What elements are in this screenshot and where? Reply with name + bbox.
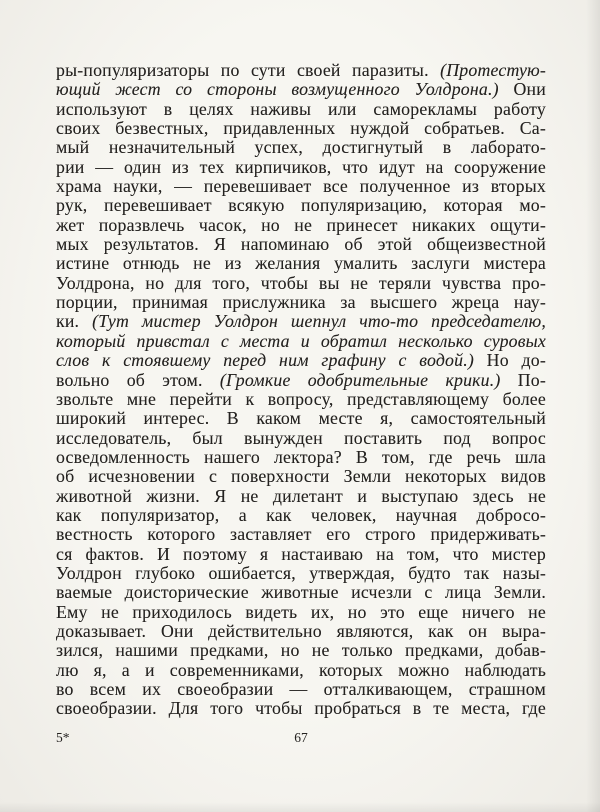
text-line [56,216,546,235]
stage-direction-segment: (Протестую- [440,60,546,80]
text-line [56,254,546,273]
text-line [56,661,546,680]
text-segment: Они [498,79,546,100]
text-segment: храма науки, — перевешивает все полученное из вторых [56,176,546,197]
text-line [56,158,546,177]
text-segment: мый незначительный успех, достигнутый в лаборато- [56,137,546,158]
text-segment: вестность которого заставляет его строго придерживать- [56,524,546,545]
text-segment: используют в целях наживы или саморекламы работу [56,98,546,119]
text-segment: истине отнюдь не из желания умалить заслуги мистера [56,253,546,274]
stage-direction-segment: (Громкие одобрительные крики.) [219,369,501,390]
text-line [56,312,546,331]
text-segment: мых результатов. Я напоминаю об этой общеизвестной [56,234,546,255]
text-line [56,274,546,293]
text-line [56,525,546,544]
signature-mark: 5* [56,730,70,745]
text-line [56,80,546,99]
text-segment: животной жизни. Я не дилетант и выступаю здесь не [56,485,546,506]
text-segment: Но до- [473,350,546,371]
text-line [56,332,546,351]
stage-direction-segment: слов к стоявшему перед ним графину с водой.) [56,350,474,371]
text-segment: исследователь, был вынужден поставить под вопрос [56,427,546,448]
text-segment: рии — один из тех кирпичиков, что идут на сооружение [56,156,546,177]
text-line [56,138,546,157]
text-segment: рук, перевешивает всякую популяризацию, которая мо- [56,195,546,216]
text-line [56,641,546,660]
text-line [56,293,546,312]
text-line [56,564,546,583]
text-line [56,196,546,215]
text-segment: Уолдрон глубоко ошибается, утверждая, будто так назы- [56,562,546,583]
text-segment: лю я, а и современниками, которых можно наблюдать [56,659,546,680]
text-segment: ки. [56,311,93,332]
text-segment: во всем их своеобразии — отталкивающем, страшном [56,679,546,699]
text-line [56,429,546,448]
text-segment: доказывает. Они действительно являются, как он выра- [56,620,546,641]
page-number: 67 [294,730,308,745]
text-line [56,371,546,390]
text-line [56,235,546,254]
text-line [56,448,546,467]
text-segment: Уолдрона, но для того, чтобы вы не теряли чувства про- [56,272,546,293]
text-segment: ся фактов. И поэтому я настаиваю на том, что мистер [56,543,546,564]
text-line [56,100,546,119]
text-line [56,699,546,718]
text-segment: ваемые доисторические животные исчезли с лица Земли. [56,582,546,603]
text-segment: жет поразвлечь часок, но не принесет никаких ощути- [56,214,546,235]
stage-direction-segment: который привстал с места и обратил несколько суровых [56,330,546,351]
text-line [56,487,546,506]
text-segment: своеобразии. Для того чтобы пробраться в те места, где [56,698,546,719]
text-line [56,177,546,196]
text-segment: порции, принимая прислужника за высшего жреца нау- [56,292,546,313]
text-line [56,119,546,138]
text-line [56,409,546,428]
page-footer [56,730,546,748]
text-line [56,351,546,370]
text-segment: зился, нашими предками, но не только предками, добав- [56,640,546,661]
text-segment: вольно об этом. [56,369,220,390]
text-line [56,390,546,409]
text-segment: широкий интерес. В каком месте я, самостоятельный [56,408,546,429]
text-segment: осведомленность нашего лектора? В том, где речь шла [56,446,546,467]
text-line [56,467,546,486]
text-line [56,603,546,622]
text-line [56,680,546,699]
stage-direction-segment: (Тут мистер Уолдрон шепнул что-то председателю, [92,311,546,332]
text-segment: об исчезновении с поверхности Земли некоторых видов [56,466,546,487]
text-segment: звольте мне перейти к вопросу, представляющему более [56,388,546,409]
text-line [56,506,546,525]
stage-direction-segment: ющий жест со стороны возмущенного Уолдрона.) [56,79,499,100]
text-segment: ры-популяризаторы по сути своей паразиты. [56,60,441,80]
text-segment: как популяризатор, а как человек, научная добросо- [56,504,546,525]
scan-edge-shadow-bottom [0,802,600,812]
text-line [56,622,546,641]
text-segment: своих безвестных, придавленных нуждой собратьев. Са- [56,118,546,139]
page-text-block [56,61,546,719]
scan-edge-shadow-right [586,0,600,812]
text-segment: Ему не приходилось видеть их, но это еще ничего не [56,601,546,622]
text-segment: По- [500,369,546,390]
text-line [56,545,546,564]
text-line [56,61,546,80]
text-line [56,583,546,602]
